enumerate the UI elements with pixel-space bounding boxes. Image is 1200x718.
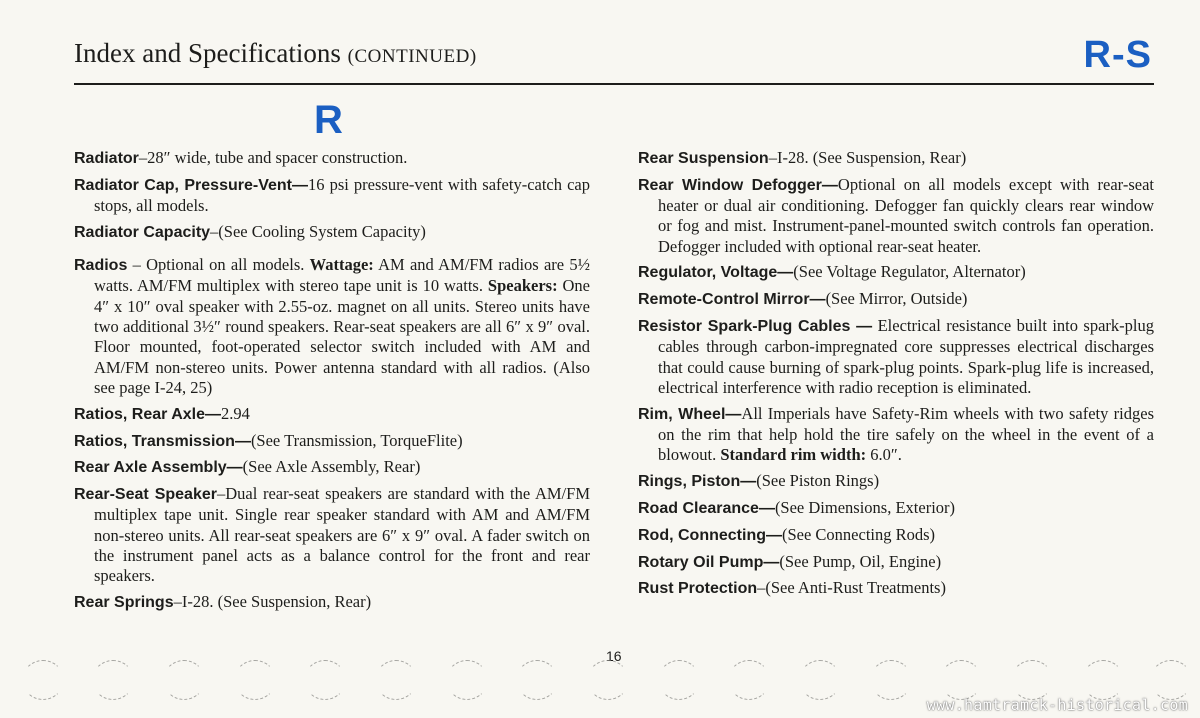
index-entry xyxy=(74,457,590,478)
entry-text: –(See Anti-Rust Treatments) xyxy=(757,578,946,598)
entry-text: AM and AM/FM radios are 5½ watts. AM/FM multiplex with stereo tape unit is 10 watts. xyxy=(94,255,590,296)
binder-hole-icon xyxy=(799,660,841,700)
index-entry xyxy=(638,316,1154,398)
entry-term: Ratios, Transmission— xyxy=(74,432,251,450)
index-entry xyxy=(638,578,1154,599)
index-entry xyxy=(74,484,590,586)
entry-term: Regulator, Voltage— xyxy=(638,264,794,282)
entry-text: (See Mirror, Outside) xyxy=(825,289,968,309)
binder-hole-icon xyxy=(22,660,64,700)
left-column xyxy=(74,148,590,619)
binder-hole-icon xyxy=(163,660,205,700)
section-letter: R xyxy=(314,98,343,142)
entry-text: 2.94 xyxy=(221,403,250,423)
entry-term: Rear-Seat Speaker xyxy=(74,486,217,504)
entry-text: (See Pump, Oil, Engine) xyxy=(779,551,942,571)
entry-text: 16 psi pressure-vent with safety-catch cap stops, all models. xyxy=(94,174,590,216)
entry-text: – Optional on all models. xyxy=(127,255,310,275)
entry-term: Rings, Piston— xyxy=(638,473,757,491)
entry-inline-bold: Standard rim width: xyxy=(720,445,867,465)
entry-term: Radiator Cap, Pressure-Vent— xyxy=(74,176,308,194)
right-column xyxy=(638,148,1154,605)
entry-text: (See Axle Assembly, Rear) xyxy=(242,457,421,477)
entry-term: Rear Window Defogger— xyxy=(638,176,838,194)
index-entry xyxy=(638,525,1154,546)
entry-term: Rear Springs xyxy=(74,594,174,612)
binder-hole-icon xyxy=(1082,660,1124,700)
entry-term: Rod, Connecting— xyxy=(638,526,782,544)
entry-term: Radiator Capacity xyxy=(74,223,211,241)
binder-hole-icon xyxy=(1011,660,1053,700)
entry-text: –I-28. (See Suspension, Rear) xyxy=(768,148,967,167)
entry-term: Radiator xyxy=(74,150,139,167)
entry-text: –Dual rear-seat speakers are standard with the AM/FM multiplex tape unit. Single rear speaker standard with AM and AM/FM non-stereo units. All rear-seat speakers are 6″ x 9″ oval. A fader switch on the instrument panel acts as a balance control for the front and rear speakers. xyxy=(94,484,590,586)
index-entry xyxy=(638,148,1154,169)
entry-term: Road Clearance— xyxy=(638,499,775,517)
continued-label: (CONTINUED) xyxy=(347,46,477,67)
entry-text: Optional on all models except with rear-seat heater or dual air conditioning. Defogger fan quickly clears rear window or fog and mist. Instrument-panel-mounted switch controls fan operation. Defogger included with optional rear-seat heater. xyxy=(658,174,1154,256)
binder-hole-icon xyxy=(1150,660,1192,700)
entry-term: Ratios, Rear Axle— xyxy=(74,405,222,423)
section-code: R-S xyxy=(1083,34,1152,76)
entry-text: –I-28. (See Suspension, Rear) xyxy=(173,592,372,612)
entry-text: –(See Cooling System Capacity) xyxy=(210,221,426,241)
entry-term: Rust Protection xyxy=(638,580,758,598)
entry-text: All Imperials have Safety-Rim wheels with two safety ridges on the rim that help hold the tire safely on the wheel in the event of a blowout. xyxy=(658,403,1154,465)
header-rule xyxy=(74,83,1154,85)
binder-hole-icon xyxy=(92,660,134,700)
index-entry xyxy=(74,592,590,613)
page-number: 16 xyxy=(606,648,622,664)
entry-text: (See Transmission, TorqueFlite) xyxy=(250,430,463,450)
page-title-text: Index and Specifications xyxy=(74,38,341,68)
index-entry xyxy=(638,289,1154,310)
entry-text: (See Dimensions, Exterior) xyxy=(774,497,956,517)
entry-term: Rear Axle Assembly— xyxy=(74,459,243,477)
entry-text: (See Piston Rings) xyxy=(756,471,880,491)
entry-text: (See Connecting Rods) xyxy=(781,524,936,544)
binder-hole-icon xyxy=(658,660,700,700)
binder-hole-icon xyxy=(304,660,346,700)
index-entry xyxy=(638,262,1154,283)
binder-hole-icon xyxy=(375,660,417,700)
entry-inline-bold: Wattage: xyxy=(309,255,374,275)
binder-hole-icon xyxy=(516,660,558,700)
index-entry xyxy=(638,471,1154,492)
index-entry xyxy=(74,431,590,452)
index-entry xyxy=(638,552,1154,573)
watermark: www.hamtramck-historical.com xyxy=(926,696,1188,714)
page-title xyxy=(74,38,477,69)
entry-term: Resistor Spark-Plug Cables — xyxy=(638,318,873,336)
entry-text: One 4″ x 10″ oval speaker with 2.55-oz. magnet on all units. Stereo units have two additional 3½″ round speakers. Rear-seat speakers are all 6″ x 9″ oval. Floor mounted, foot-operated selector switch included with AM and AM/FM non-stereo units. Power antenna standard with all radios. (Also see page I-24, 25) xyxy=(94,276,590,397)
binder-hole-icon xyxy=(587,660,629,700)
entry-term: Radios xyxy=(74,257,128,275)
entry-text: 6.0″. xyxy=(866,445,902,465)
index-entry xyxy=(74,404,590,425)
index-entry xyxy=(74,175,590,217)
entry-term: Rotary Oil Pump— xyxy=(638,553,780,571)
binder-hole-icon xyxy=(728,660,770,700)
binder-hole-icon xyxy=(870,660,912,700)
entry-text: –28″ wide, tube and spacer construction. xyxy=(138,148,408,167)
binder-hole-icon xyxy=(234,660,276,700)
entry-text: Electrical resistance built into spark-plug cables through carbon-impregnated core suppresses electrical discharges that could cause burning of spark-plug points. Spark-plug life is increased, electrical interference with radio reception is eliminated. xyxy=(658,316,1154,397)
binder-hole-icon xyxy=(940,660,982,700)
entry-term: Rim, Wheel— xyxy=(638,405,742,423)
index-entry xyxy=(74,255,590,398)
entry-term: Remote-Control Mirror— xyxy=(638,291,826,309)
binder-holes xyxy=(0,652,1200,702)
entry-text: (See Voltage Regulator, Alternator) xyxy=(793,262,1026,282)
entry-inline-bold: Speakers: xyxy=(487,276,558,296)
entry-term: Rear Suspension xyxy=(638,150,769,167)
index-entry xyxy=(74,222,590,243)
binder-hole-icon xyxy=(446,660,488,700)
index-entry xyxy=(638,175,1154,257)
index-entry xyxy=(74,148,590,169)
index-entry xyxy=(638,404,1154,466)
index-entry xyxy=(638,498,1154,519)
